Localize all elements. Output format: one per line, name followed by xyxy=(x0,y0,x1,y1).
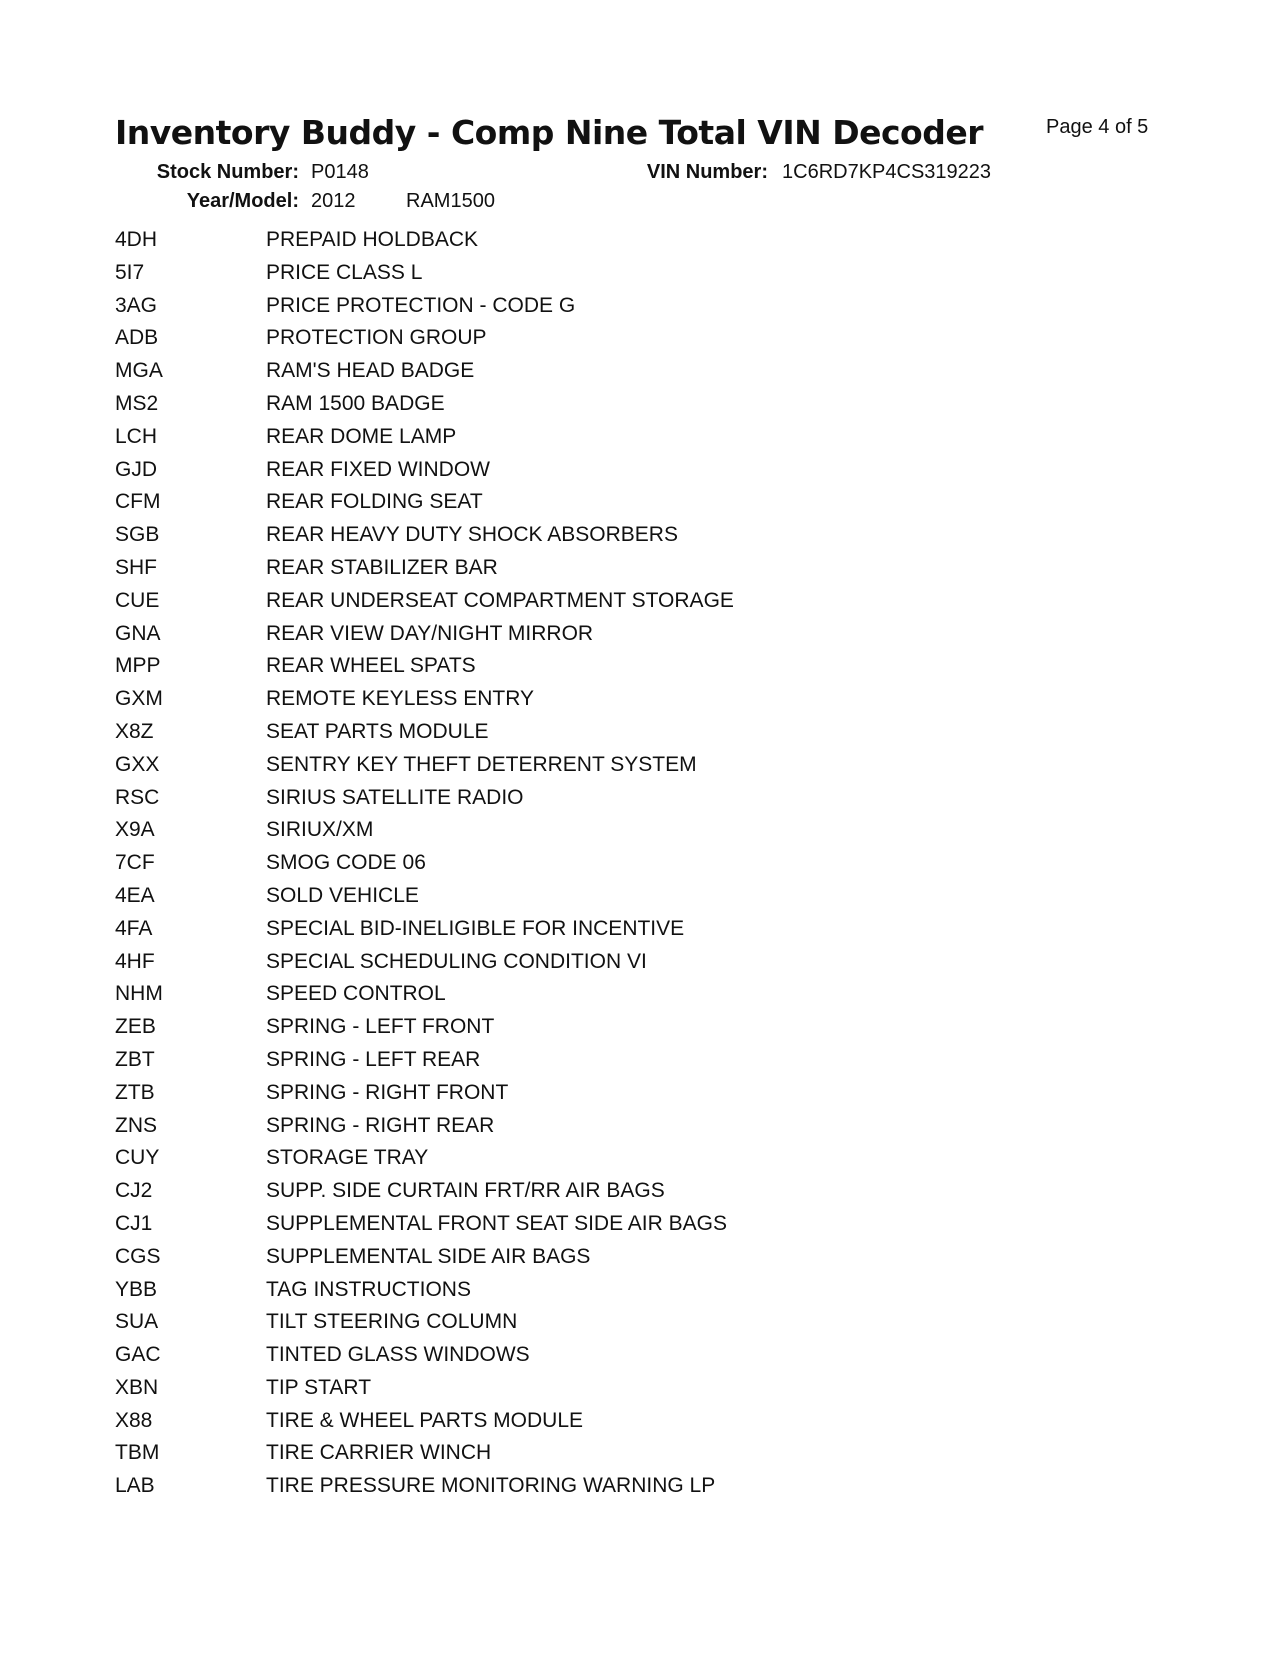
option-description: SUPP. SIDE CURTAIN FRT/RR AIR BAGS xyxy=(266,1179,665,1203)
option-description: REAR FIXED WINDOW xyxy=(266,457,490,481)
option-code: ZNS xyxy=(115,1113,157,1137)
option-code: 4HF xyxy=(115,949,155,973)
option-code: 5I7 xyxy=(115,260,145,284)
option-code-row xyxy=(115,1081,734,1114)
option-code-row xyxy=(115,654,734,687)
option-code: ADB xyxy=(115,326,159,350)
option-code-row xyxy=(115,589,734,622)
option-code-row xyxy=(115,720,734,753)
option-code-row xyxy=(115,786,734,819)
option-code: GNA xyxy=(115,621,161,645)
option-description: RAM 1500 BADGE xyxy=(266,391,445,415)
option-code-row xyxy=(115,1245,734,1278)
option-code: 3AG xyxy=(115,293,158,317)
option-code: YBB xyxy=(115,1277,158,1301)
option-code-row xyxy=(115,392,734,425)
page-number: Page 4 of 5 xyxy=(1046,116,1149,138)
option-description: TIRE PRESSURE MONITORING WARNING LP xyxy=(266,1474,716,1498)
option-description: PRICE CLASS L xyxy=(266,260,423,284)
option-code: MPP xyxy=(115,654,161,678)
option-description: REAR HEAVY DUTY SHOCK ABSORBERS xyxy=(266,523,678,547)
option-description: SMOG CODE 06 xyxy=(266,851,426,875)
option-code: LAB xyxy=(115,1474,155,1498)
option-description: SUPPLEMENTAL FRONT SEAT SIDE AIR BAGS xyxy=(266,1211,727,1235)
option-code: LCH xyxy=(115,424,158,448)
option-description: PREPAID HOLDBACK xyxy=(266,228,478,251)
option-description: SPRING - LEFT REAR xyxy=(266,1047,481,1071)
option-code-row xyxy=(115,261,734,294)
option-code: CUY xyxy=(115,1146,160,1170)
option-code-row xyxy=(115,851,734,884)
option-description: REAR STABILIZER BAR xyxy=(266,555,498,579)
option-code: 4DH xyxy=(115,228,158,251)
option-description: REAR DOME LAMP xyxy=(266,424,457,448)
option-description: SPECIAL SCHEDULING CONDITION VI xyxy=(266,949,647,973)
option-code-row xyxy=(115,1146,734,1179)
option-description: RAM'S HEAD BADGE xyxy=(266,359,475,383)
option-description: STORAGE TRAY xyxy=(266,1146,429,1170)
option-description: SPECIAL BID-INELIGIBLE FOR INCENTIVE xyxy=(266,916,685,940)
option-code-row xyxy=(115,1212,734,1245)
vin-number-value: 1C6RD7KP4CS319223 xyxy=(782,161,992,183)
option-description: TILT STEERING COLUMN xyxy=(266,1310,518,1334)
option-description: REAR WHEEL SPATS xyxy=(266,654,476,678)
option-code: X88 xyxy=(115,1408,153,1432)
option-code: SGB xyxy=(115,523,160,547)
option-code-row xyxy=(115,1376,734,1409)
option-code-row xyxy=(115,228,734,261)
option-code: X8Z xyxy=(115,719,154,743)
option-code-row xyxy=(115,818,734,851)
option-code: 4EA xyxy=(115,883,155,907)
option-code: ZEB xyxy=(115,1015,156,1039)
option-code: CJ2 xyxy=(115,1179,153,1203)
option-code: GXX xyxy=(115,752,160,776)
option-code-row xyxy=(115,523,734,556)
year-value: 2012 xyxy=(311,190,356,212)
option-code-row xyxy=(115,359,734,392)
stock-number-value: P0148 xyxy=(311,161,369,183)
option-description: TIP START xyxy=(266,1375,372,1399)
option-code-row xyxy=(115,1310,734,1343)
option-code: RSC xyxy=(115,785,160,809)
option-description: TIRE CARRIER WINCH xyxy=(266,1441,492,1465)
option-code-row xyxy=(115,884,734,917)
option-code-list xyxy=(115,228,734,1507)
option-code: MS2 xyxy=(115,391,159,415)
option-description: SENTRY KEY THEFT DETERRENT SYSTEM xyxy=(266,752,697,776)
option-description: SIRIUX/XM xyxy=(266,818,374,842)
option-code-row xyxy=(115,458,734,491)
option-code: CFM xyxy=(115,490,161,514)
option-code-row xyxy=(115,490,734,523)
option-code-row xyxy=(115,556,734,589)
option-code: GAC xyxy=(115,1343,161,1367)
option-code-row xyxy=(115,982,734,1015)
option-description: SPEED CONTROL xyxy=(266,982,446,1006)
option-code: CUE xyxy=(115,588,160,612)
option-description: SPRING - RIGHT FRONT xyxy=(266,1080,509,1104)
option-code-row xyxy=(115,1015,734,1048)
option-code: 7CF xyxy=(115,851,155,875)
option-code: MGA xyxy=(115,359,163,383)
option-code: X9A xyxy=(115,818,155,842)
option-code-row xyxy=(115,950,734,983)
option-code-row xyxy=(115,1278,734,1311)
document-title: Inventory Buddy - Comp Nine Total VIN Decoder xyxy=(115,113,983,152)
option-code: TBM xyxy=(115,1441,160,1465)
year-model-label: Year/Model: xyxy=(186,190,299,212)
model-value: RAM1500 xyxy=(406,190,495,212)
option-code-row xyxy=(115,1474,734,1507)
option-code: ZTB xyxy=(115,1080,155,1104)
stock-number-label: Stock Number: xyxy=(156,161,299,183)
option-description: SIRIUS SATELLITE RADIO xyxy=(266,785,524,809)
option-code-row xyxy=(115,1114,734,1147)
option-description: SEAT PARTS MODULE xyxy=(266,719,489,743)
option-code: GXM xyxy=(115,687,163,711)
vin-number-label: VIN Number: xyxy=(646,161,768,183)
option-code-row xyxy=(115,917,734,950)
option-description: TAG INSTRUCTIONS xyxy=(266,1277,471,1301)
option-code-row xyxy=(115,622,734,655)
option-code: CGS xyxy=(115,1244,161,1268)
option-description: REMOTE KEYLESS ENTRY xyxy=(266,687,535,711)
option-code: GJD xyxy=(115,457,157,481)
option-description: SUPPLEMENTAL SIDE AIR BAGS xyxy=(266,1244,591,1268)
option-description: SOLD VEHICLE xyxy=(266,883,419,907)
option-code-row xyxy=(115,294,734,327)
option-description: PRICE PROTECTION - CODE G xyxy=(266,293,576,317)
option-code-row xyxy=(115,687,734,720)
option-code-row xyxy=(115,1441,734,1474)
option-description: TINTED GLASS WINDOWS xyxy=(266,1343,530,1367)
option-description: REAR FOLDING SEAT xyxy=(266,490,483,514)
option-code: XBN xyxy=(115,1375,159,1399)
option-code: SUA xyxy=(115,1310,159,1334)
option-description: PROTECTION GROUP xyxy=(266,326,487,350)
option-code: NHM xyxy=(115,982,163,1006)
option-code-row xyxy=(115,1409,734,1442)
option-code: 4FA xyxy=(115,916,153,940)
option-description: REAR VIEW DAY/NIGHT MIRROR xyxy=(266,621,594,645)
option-code-row xyxy=(115,425,734,458)
option-code-row xyxy=(115,753,734,786)
option-code: ZBT xyxy=(115,1047,155,1071)
option-description: REAR UNDERSEAT COMPARTMENT STORAGE xyxy=(266,588,734,612)
option-code: SHF xyxy=(115,555,157,579)
option-code: CJ1 xyxy=(115,1211,153,1235)
option-code-row xyxy=(115,1343,734,1376)
option-description: SPRING - LEFT FRONT xyxy=(266,1015,495,1039)
option-code-row xyxy=(115,1048,734,1081)
option-code-row xyxy=(115,1179,734,1212)
option-description: TIRE & WHEEL PARTS MODULE xyxy=(266,1408,583,1432)
option-description: SPRING - RIGHT REAR xyxy=(266,1113,495,1137)
option-code-row xyxy=(115,326,734,359)
